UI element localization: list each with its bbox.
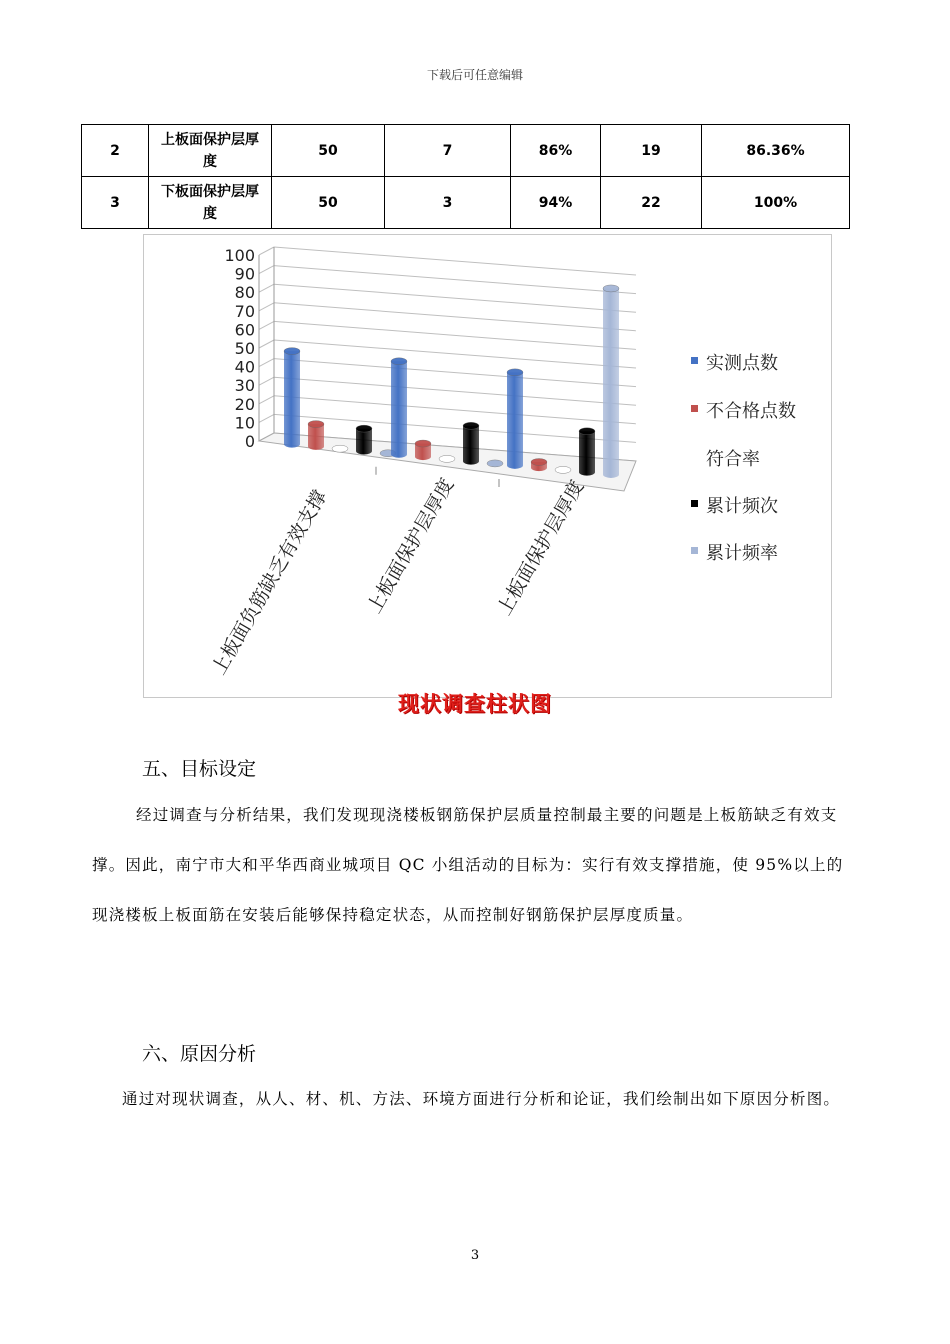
bar-base [439, 455, 455, 462]
legend-label: 符合率 [706, 449, 760, 470]
y-tick-label: 0 [244, 432, 255, 451]
section-6-heading: 六、原因分析 [142, 1043, 257, 1065]
section-6-paragraph [92, 1074, 858, 1124]
section-6-text: 通过对现状调查，从人、材、机、方法、环境方面进行分析和论证，我们绘制出如下原因分析图。 [122, 1090, 841, 1108]
table-row [82, 125, 850, 177]
bar-top [531, 459, 547, 466]
gridline [274, 340, 636, 368]
table-cell: 7 [385, 125, 511, 177]
bar-top [603, 285, 619, 292]
bar-series-0 [284, 351, 300, 448]
gridline [274, 321, 636, 349]
y-tick-label: 30 [234, 376, 255, 396]
gridline-side [259, 284, 274, 292]
table-cell: 50 [272, 125, 385, 177]
bar-top [415, 440, 431, 447]
y-tick-label: 20 [234, 394, 255, 414]
gridline-side [259, 321, 274, 329]
gridline-side [259, 340, 274, 348]
bar-series-0 [391, 361, 407, 458]
bar-base [487, 460, 503, 467]
legend-swatch [691, 357, 698, 364]
chart-caption: 现状调查柱状图 [398, 692, 552, 716]
bar-top [308, 421, 324, 428]
bar-series-1 [308, 424, 324, 450]
gridline-side [259, 247, 274, 255]
bar-top [579, 428, 595, 435]
gridline-side [259, 303, 274, 311]
gridline-side [259, 359, 274, 367]
table-cell: 2 [82, 125, 149, 177]
y-tick-label: 90 [234, 264, 255, 284]
y-tick-label: 10 [234, 413, 255, 433]
bar-top [507, 369, 523, 376]
bar-series-0 [507, 372, 523, 469]
y-tick-label: 40 [234, 357, 255, 377]
gridline-side [259, 396, 274, 404]
y-tick-label: 70 [234, 301, 255, 321]
legend-label: 实测点数 [706, 353, 778, 374]
bar-series-3 [356, 429, 372, 455]
gridline [274, 396, 636, 424]
header-note: 下载后可任意编辑 [426, 68, 523, 82]
table-cell: 86.36% [702, 125, 850, 177]
section-5-heading: 五、目标设定 [142, 758, 257, 780]
legend-label: 累计频次 [706, 496, 778, 517]
bar-base [332, 445, 348, 452]
legend-swatch [691, 500, 698, 507]
y-tick-label: 100 [224, 246, 255, 265]
legend-swatch [691, 405, 698, 412]
table-cell: 3 [385, 177, 511, 229]
section-5-text: 经过调查与分析结果，我们发现现浇楼板钢筋保护层质量控制最主要的问题是上板筋缺乏有效支撑。因此，南宁市大和平华西商业城项目 QC 小组活动的目标为：实行有效支撑措施，使 95%以上的现浇楼板上板面筋在安装后能够保持稳定状态，从而控制好钢筋保护层厚度质量。 [92, 806, 844, 924]
x-category-label: 上板面保护层厚度 [493, 476, 589, 620]
table-cell: 3 [82, 177, 149, 229]
table-cell: 下板面保护层厚度 [149, 177, 272, 229]
gridline [274, 266, 636, 294]
legend-swatch [691, 547, 698, 554]
table-cell: 94% [511, 177, 601, 229]
data-table [81, 124, 850, 229]
bar-top [284, 348, 300, 355]
bar-top [391, 358, 407, 365]
gridline-side [259, 414, 274, 422]
table-cell: 100% [702, 177, 850, 229]
table-cell: 50 [272, 177, 385, 229]
table-row [82, 177, 850, 229]
x-category-label: 上板面负筋缺乏有效支撑 [207, 486, 332, 679]
gridline [274, 377, 636, 405]
bar-series-3 [579, 431, 595, 475]
gridline [274, 303, 636, 331]
table-cell: 86% [511, 125, 601, 177]
y-tick-label: 60 [234, 320, 255, 340]
gridline-side [259, 266, 274, 274]
gridline [274, 359, 636, 387]
table-body [82, 125, 850, 229]
bar-series-3 [463, 426, 479, 465]
x-category-label: 上板面保护层厚度 [363, 474, 459, 618]
page-number: 3 [470, 1248, 480, 1263]
chart-container [143, 234, 832, 698]
bar-top [463, 422, 479, 429]
gridline [274, 247, 636, 275]
table-cell: 19 [601, 125, 702, 177]
y-tick-label: 80 [234, 283, 255, 303]
table-cell: 上板面保护层厚度 [149, 125, 272, 177]
bar-top [356, 425, 372, 432]
bar-chart [144, 235, 831, 697]
gridline-side [259, 377, 274, 385]
table-cell: 22 [601, 177, 702, 229]
legend-label: 不合格点数 [706, 401, 796, 422]
bar-base [555, 466, 571, 473]
legend-label: 累计频率 [706, 543, 778, 564]
bar-series-4 [603, 288, 619, 478]
y-tick-label: 50 [234, 339, 255, 358]
section-5-paragraph [92, 790, 858, 940]
gridline [274, 284, 636, 312]
